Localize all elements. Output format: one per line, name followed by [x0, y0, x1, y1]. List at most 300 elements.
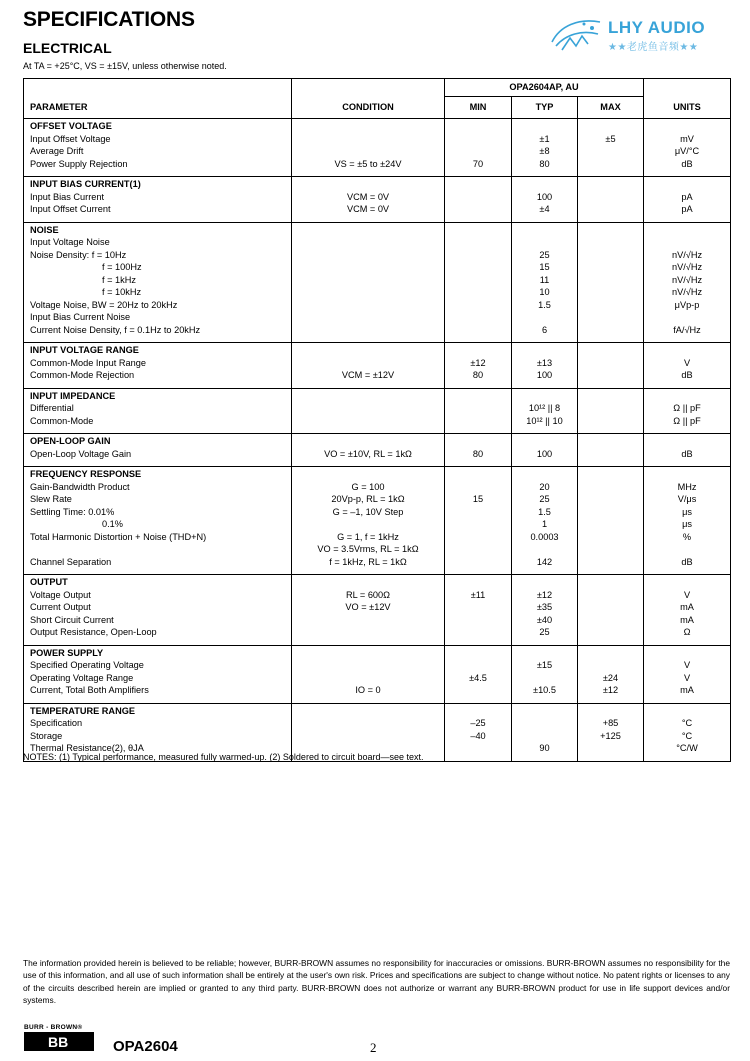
table-row	[24, 299, 731, 312]
cell-min: 80	[445, 369, 512, 382]
cell-parameter: Specified Operating Voltage	[24, 659, 292, 672]
cell-units: μV/°C	[644, 145, 731, 158]
empty-cell	[512, 177, 578, 191]
col-header-min: MIN	[445, 97, 512, 119]
cell-units: fA/√Hz	[644, 324, 731, 337]
cell-max	[578, 506, 644, 519]
empty-cell	[445, 434, 512, 448]
empty-cell	[578, 703, 644, 717]
cell-units: mA	[644, 601, 731, 614]
cell-condition	[292, 730, 445, 743]
cell-min: –40	[445, 730, 512, 743]
empty-cell	[578, 119, 644, 133]
section-title: OUTPUT	[24, 575, 292, 589]
cell-max	[578, 589, 644, 602]
cell-condition	[292, 311, 445, 324]
cell-condition	[292, 614, 445, 627]
cell-condition	[292, 402, 445, 415]
cell-parameter: Short Circuit Current	[24, 614, 292, 627]
cell-min	[445, 742, 512, 755]
table-row	[24, 286, 731, 299]
table-row	[24, 614, 731, 627]
table-row	[24, 672, 731, 685]
cell-parameter: Settling Time: 0.01%	[24, 506, 292, 519]
cell-condition	[292, 324, 445, 337]
cell-parameter: Power Supply Rejection	[24, 158, 292, 171]
cell-units: mV	[644, 133, 731, 146]
cell-typ: 142	[512, 556, 578, 569]
empty-cell	[292, 119, 445, 133]
cell-typ: 80	[512, 158, 578, 171]
cell-max	[578, 236, 644, 249]
cell-condition: f = 1kHz, RL = 1kΩ	[292, 556, 445, 569]
cell-max	[578, 274, 644, 287]
cell-typ	[512, 543, 578, 556]
col-header-parameter: PARAMETER	[24, 97, 292, 119]
cell-max	[578, 158, 644, 171]
empty-cell	[292, 703, 445, 717]
cell-max	[578, 626, 644, 639]
cell-condition: 20Vp-p, RL = 1kΩ	[292, 493, 445, 506]
empty-cell	[512, 467, 578, 481]
empty-cell	[445, 703, 512, 717]
empty-cell	[512, 645, 578, 659]
table-row	[24, 311, 731, 324]
section-header-row	[24, 703, 731, 717]
cell-min: 15	[445, 493, 512, 506]
cell-parameter: Slew Rate	[24, 493, 292, 506]
cell-typ: 25	[512, 249, 578, 262]
table-row	[24, 506, 731, 519]
cell-min	[445, 684, 512, 697]
empty-cell	[578, 645, 644, 659]
cell-parameter: Average Drift	[24, 145, 292, 158]
cell-condition: G = 100	[292, 481, 445, 494]
cell-min	[445, 203, 512, 216]
cell-min	[445, 145, 512, 158]
part-number: OPA2604	[113, 1038, 178, 1055]
cell-min	[445, 543, 512, 556]
section-subtitle: ELECTRICAL	[23, 40, 112, 56]
section-header-row	[24, 434, 731, 448]
table-row	[24, 357, 731, 370]
cell-condition	[292, 299, 445, 312]
empty-cell	[578, 343, 644, 357]
part-group-header: OPA2604AP, AU	[445, 79, 644, 97]
spacer-cell	[445, 755, 512, 762]
cell-min	[445, 286, 512, 299]
cell-condition	[292, 518, 445, 531]
header-blank	[292, 79, 445, 97]
section-title: OFFSET VOLTAGE	[24, 119, 292, 133]
cell-typ: 10¹² || 10	[512, 415, 578, 428]
cell-min	[445, 311, 512, 324]
cell-condition	[292, 659, 445, 672]
cell-condition	[292, 249, 445, 262]
spec-section	[24, 467, 731, 575]
cell-units: °C/W	[644, 742, 731, 755]
empty-cell	[292, 177, 445, 191]
cell-typ: 100	[512, 448, 578, 461]
cell-max	[578, 415, 644, 428]
cell-units: pA	[644, 191, 731, 204]
cell-max	[578, 556, 644, 569]
page-title: SPECIFICATIONS	[23, 8, 195, 31]
cell-condition	[292, 274, 445, 287]
cell-condition: VO = ±10V, RL = 1kΩ	[292, 448, 445, 461]
col-header-condition: CONDITION	[292, 97, 445, 119]
cell-parameter: Common-Mode	[24, 415, 292, 428]
cell-typ: ±1	[512, 133, 578, 146]
spec-section	[24, 434, 731, 467]
empty-cell	[445, 645, 512, 659]
cell-condition: VCM = 0V	[292, 191, 445, 204]
cell-condition: G = 1, f = 1kHz	[292, 531, 445, 544]
cell-min: 80	[445, 448, 512, 461]
spec-section	[24, 222, 731, 343]
cell-typ	[512, 311, 578, 324]
table-row	[24, 717, 731, 730]
cell-condition: VCM = ±12V	[292, 369, 445, 382]
cell-parameter: Operating Voltage Range	[24, 672, 292, 685]
empty-cell	[578, 388, 644, 402]
empty-cell	[644, 177, 731, 191]
table-row	[24, 626, 731, 639]
cell-typ	[512, 672, 578, 685]
cell-max: ±12	[578, 684, 644, 697]
spec-section	[24, 119, 731, 177]
spacer-cell	[644, 755, 731, 762]
cell-parameter: Noise Density: f = 10Hz	[24, 249, 292, 262]
cell-parameter: Channel Separation	[24, 556, 292, 569]
empty-cell	[512, 575, 578, 589]
empty-cell	[445, 575, 512, 589]
cell-min: ±11	[445, 589, 512, 602]
cell-units: Ω || pF	[644, 415, 731, 428]
empty-cell	[644, 388, 731, 402]
empty-cell	[644, 645, 731, 659]
cell-parameter: 0.1%	[24, 518, 292, 531]
cell-typ: 1.5	[512, 506, 578, 519]
cell-typ: 15	[512, 261, 578, 274]
legal-disclaimer: The information provided herein is believed to be reliable; however, BURR-BROWN assumes no responsibility for inaccuracies or omissions. BURR-BROWN assumes no responsibility for the use of this information, and all use of such information shall be entirely at the user's own risk. Prices and specifications are subject to change without notice. No patent rights or licenses to any of the circuits described herein are implied or granted to any third party. BURR-BROWN does not authorize or warrant any BURR-BROWN product for use in life support devices and/or systems.	[23, 958, 730, 1005]
cell-units: V	[644, 659, 731, 672]
cell-max	[578, 145, 644, 158]
cell-min	[445, 506, 512, 519]
empty-cell	[445, 388, 512, 402]
empty-cell	[644, 703, 731, 717]
empty-cell	[512, 388, 578, 402]
cell-units: μVp-p	[644, 299, 731, 312]
table-row	[24, 133, 731, 146]
section-header-row	[24, 388, 731, 402]
spec-section	[24, 388, 731, 434]
table-row	[24, 324, 731, 337]
section-header-row	[24, 222, 731, 236]
table-row	[24, 481, 731, 494]
cell-units: μs	[644, 518, 731, 531]
cell-typ	[512, 730, 578, 743]
cell-condition	[292, 357, 445, 370]
watermark-brand: LHY AUDIO	[608, 18, 706, 37]
section-header-row	[24, 177, 731, 191]
cell-parameter: f = 1kHz	[24, 274, 292, 287]
cell-parameter: Voltage Output	[24, 589, 292, 602]
cell-parameter: Output Resistance, Open-Loop	[24, 626, 292, 639]
section-title: INPUT BIAS CURRENT(1)	[24, 177, 292, 191]
cell-min	[445, 614, 512, 627]
cell-parameter: Input Offset Voltage	[24, 133, 292, 146]
empty-cell	[292, 467, 445, 481]
table-row	[24, 684, 731, 697]
cell-typ: 25	[512, 626, 578, 639]
table-row	[24, 589, 731, 602]
cell-units: MHz	[644, 481, 731, 494]
cell-max: +125	[578, 730, 644, 743]
cell-units: dB	[644, 448, 731, 461]
cell-condition: RL = 600Ω	[292, 589, 445, 602]
cell-condition	[292, 672, 445, 685]
cell-typ: 100	[512, 191, 578, 204]
table-row	[24, 518, 731, 531]
brand-name: BURR - BROWN®	[24, 1024, 83, 1031]
section-title: FREQUENCY RESPONSE	[24, 467, 292, 481]
section-title: TEMPERATURE RANGE	[24, 703, 292, 717]
cell-min: ±4.5	[445, 672, 512, 685]
bb-logo-text: BB	[48, 1034, 69, 1050]
empty-cell	[445, 119, 512, 133]
cell-parameter: Thermal Resistance(2), θJA	[24, 742, 292, 755]
cell-units: dB	[644, 158, 731, 171]
cell-parameter: Storage	[24, 730, 292, 743]
table-row	[24, 659, 731, 672]
spec-section	[24, 645, 731, 703]
cell-max: ±24	[578, 672, 644, 685]
cell-condition: VO = ±12V	[292, 601, 445, 614]
section-header-row	[24, 343, 731, 357]
cell-parameter: Differential	[24, 402, 292, 415]
cell-max	[578, 357, 644, 370]
cell-typ: 100	[512, 369, 578, 382]
cell-typ: 10¹² || 8	[512, 402, 578, 415]
cell-condition	[292, 236, 445, 249]
col-header-units: UNITS	[644, 97, 731, 119]
cell-typ: 90	[512, 742, 578, 755]
cell-max	[578, 742, 644, 755]
cell-typ: 20	[512, 481, 578, 494]
empty-cell	[512, 434, 578, 448]
table-row	[24, 415, 731, 428]
cell-min	[445, 626, 512, 639]
cell-max	[578, 493, 644, 506]
table-row	[24, 191, 731, 204]
cell-typ	[512, 236, 578, 249]
cell-parameter: Input Voltage Noise	[24, 236, 292, 249]
cell-min	[445, 324, 512, 337]
spec-section	[24, 575, 731, 646]
cell-min: 70	[445, 158, 512, 171]
cell-typ: ±4	[512, 203, 578, 216]
empty-cell	[292, 434, 445, 448]
cell-max	[578, 249, 644, 262]
empty-cell	[644, 119, 731, 133]
cell-max	[578, 518, 644, 531]
cell-typ: ±35	[512, 601, 578, 614]
table-row	[24, 531, 731, 544]
table-row	[24, 261, 731, 274]
cell-max	[578, 369, 644, 382]
cell-units: mA	[644, 684, 731, 697]
section-header-row	[24, 645, 731, 659]
cell-units	[644, 311, 731, 324]
cell-condition: G = –1, 10V Step	[292, 506, 445, 519]
cell-parameter: f = 100Hz	[24, 261, 292, 274]
cell-min: –25	[445, 717, 512, 730]
section-header-row	[24, 467, 731, 481]
cell-units: nV/√Hz	[644, 249, 731, 262]
empty-cell	[578, 434, 644, 448]
section-title: INPUT VOLTAGE RANGE	[24, 343, 292, 357]
table-row	[24, 493, 731, 506]
cell-units: mA	[644, 614, 731, 627]
cell-condition	[292, 626, 445, 639]
empty-cell	[578, 177, 644, 191]
cell-typ: 25	[512, 493, 578, 506]
cell-units: %	[644, 531, 731, 544]
table-row	[24, 543, 731, 556]
table-row	[24, 556, 731, 569]
header-blank	[644, 79, 731, 97]
cell-units: V	[644, 357, 731, 370]
cell-min	[445, 402, 512, 415]
empty-cell	[445, 467, 512, 481]
empty-cell	[445, 222, 512, 236]
cell-units: dB	[644, 369, 731, 382]
cell-max	[578, 203, 644, 216]
empty-cell	[292, 388, 445, 402]
cell-units: Ω || pF	[644, 402, 731, 415]
specifications-table	[23, 78, 731, 762]
cell-max	[578, 286, 644, 299]
empty-cell	[512, 119, 578, 133]
section-header-row	[24, 119, 731, 133]
cell-min	[445, 191, 512, 204]
cell-max	[578, 448, 644, 461]
cell-min	[445, 249, 512, 262]
table-notes: NOTES: (1) Typical performance, measured fully warmed-up. (2) Soldered to circuit board—see text.	[23, 752, 424, 762]
section-title: NOISE	[24, 222, 292, 236]
cell-condition	[292, 133, 445, 146]
cell-units: nV/√Hz	[644, 261, 731, 274]
cell-units: °C	[644, 730, 731, 743]
cell-max	[578, 481, 644, 494]
cell-typ: 1	[512, 518, 578, 531]
cell-parameter	[24, 543, 292, 556]
cell-condition	[292, 286, 445, 299]
empty-cell	[292, 645, 445, 659]
cell-min	[445, 236, 512, 249]
table-row	[24, 448, 731, 461]
burr-brown-logo	[24, 1024, 94, 1051]
cell-typ: 6	[512, 324, 578, 337]
cell-parameter: Common-Mode Input Range	[24, 357, 292, 370]
table-row	[24, 730, 731, 743]
cell-max	[578, 531, 644, 544]
table-row	[24, 369, 731, 382]
cell-min	[445, 601, 512, 614]
empty-cell	[292, 222, 445, 236]
cell-typ: 1.5	[512, 299, 578, 312]
cell-condition	[292, 415, 445, 428]
cell-units: V	[644, 589, 731, 602]
watermark-tagline: ★★老虎鱼音频★★	[608, 42, 699, 53]
cell-max: +85	[578, 717, 644, 730]
empty-cell	[512, 343, 578, 357]
cell-typ: 10	[512, 286, 578, 299]
empty-cell	[292, 575, 445, 589]
cell-typ: ±13	[512, 357, 578, 370]
cell-max	[578, 299, 644, 312]
cell-max	[578, 324, 644, 337]
cell-units	[644, 543, 731, 556]
cell-parameter: Current, Total Both Amplifiers	[24, 684, 292, 697]
table-row	[24, 402, 731, 415]
table-row	[24, 203, 731, 216]
section-header-row	[24, 575, 731, 589]
cell-parameter: Open-Loop Voltage Gain	[24, 448, 292, 461]
cell-parameter: Current Output	[24, 601, 292, 614]
cell-typ: 0.0003	[512, 531, 578, 544]
spacer-cell	[578, 755, 644, 762]
cell-units: Ω	[644, 626, 731, 639]
cell-units: nV/√Hz	[644, 286, 731, 299]
empty-cell	[578, 467, 644, 481]
cell-units: pA	[644, 203, 731, 216]
table-row	[24, 274, 731, 287]
empty-cell	[644, 575, 731, 589]
cell-min	[445, 415, 512, 428]
cell-max	[578, 601, 644, 614]
cell-typ: 11	[512, 274, 578, 287]
cell-parameter: Input Bias Current	[24, 191, 292, 204]
section-title: OPEN-LOOP GAIN	[24, 434, 292, 448]
table-row	[24, 236, 731, 249]
header-blank	[24, 79, 292, 97]
cell-units: dB	[644, 556, 731, 569]
spec-section	[24, 343, 731, 389]
table-row	[24, 145, 731, 158]
cell-condition: VCM = 0V	[292, 203, 445, 216]
section-title: INPUT IMPEDANCE	[24, 388, 292, 402]
cell-max	[578, 543, 644, 556]
cell-max	[578, 659, 644, 672]
table-row	[24, 601, 731, 614]
cell-units: V	[644, 672, 731, 685]
cell-max	[578, 191, 644, 204]
cell-max	[578, 402, 644, 415]
cell-min	[445, 556, 512, 569]
cell-units: V/μs	[644, 493, 731, 506]
cell-min	[445, 481, 512, 494]
cell-units: μs	[644, 506, 731, 519]
cell-condition	[292, 261, 445, 274]
empty-cell	[445, 177, 512, 191]
cell-parameter: Common-Mode Rejection	[24, 369, 292, 382]
table-row	[24, 158, 731, 171]
cell-typ: ±15	[512, 659, 578, 672]
cell-condition: VO = 3.5Vrms, RL = 1kΩ	[292, 543, 445, 556]
cell-min: ±12	[445, 357, 512, 370]
